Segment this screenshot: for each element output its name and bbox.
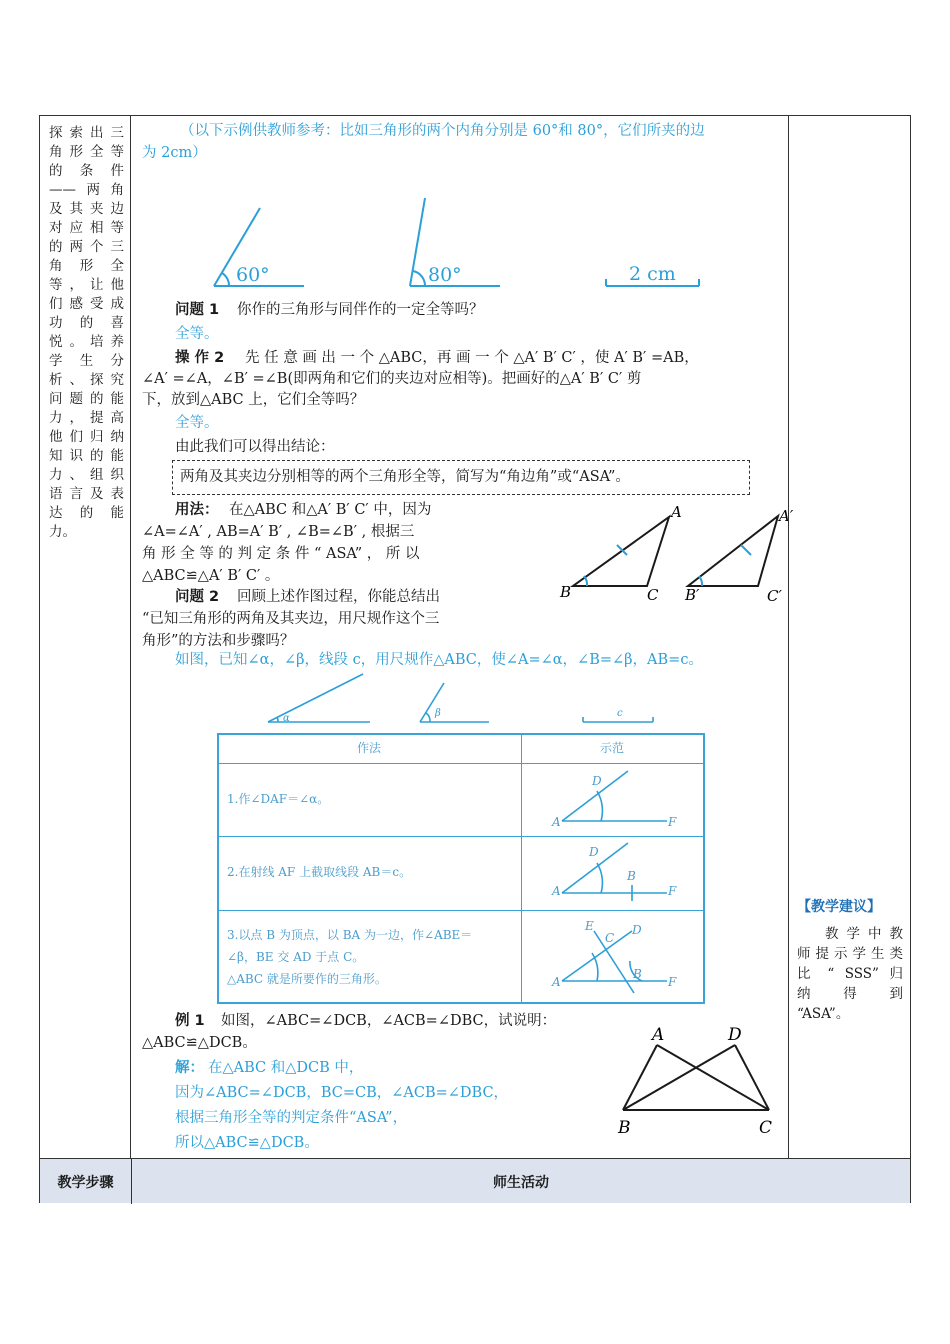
operation-2-line-1: 先 任 意 画 出 一 个 △ABC，再 画 一 个 △A′ B′ C′ ，使 A′ B′ =AB， bbox=[245, 350, 699, 366]
demo2-label-D: D bbox=[589, 845, 599, 859]
demo1-label-D: D bbox=[592, 774, 602, 788]
objective-line: 的 条 件 bbox=[49, 163, 124, 179]
demo3-label-C: C bbox=[605, 931, 615, 945]
question-1-answer: 全等。 bbox=[175, 326, 219, 342]
objective-line: 语言及表 bbox=[49, 486, 124, 502]
teaching-tip-title: 【教学建议】 bbox=[797, 899, 881, 915]
c-label: c bbox=[617, 708, 623, 719]
objective-line: 问题的能 bbox=[49, 391, 124, 407]
table-head-demo: 示范 bbox=[600, 741, 625, 755]
step-3-line-1: 3.以点 B 为顶点，以 BA 为一边，作∠ABE＝ bbox=[227, 928, 473, 942]
demo3-label-D: D bbox=[632, 923, 642, 937]
question-1-label: 问题 1 bbox=[175, 302, 220, 318]
tip-line: 师提示学生类 bbox=[797, 946, 903, 962]
tri-label-C-prime: C′ bbox=[767, 587, 782, 605]
intro-line-2: 为 2cm） bbox=[142, 145, 207, 161]
objective-line: 达 的 能 bbox=[49, 505, 124, 521]
table-footer-row bbox=[40, 1158, 910, 1203]
demo3-label-F: F bbox=[668, 975, 677, 989]
objective-line: 等，让他 bbox=[49, 277, 124, 293]
objective-line: 角形全等 bbox=[49, 144, 124, 160]
angle-60-label: 60° bbox=[236, 264, 270, 286]
objective-line: 对应相等 bbox=[49, 220, 124, 236]
tip-line: “ASA”。 bbox=[797, 1006, 850, 1022]
demo3-label-B: B bbox=[633, 967, 642, 981]
footer-steps-header: 教学步骤 bbox=[57, 1174, 114, 1191]
beta-label: β bbox=[435, 708, 441, 719]
tip-line: 比 “ SSS” 归 bbox=[797, 966, 903, 982]
objective-line: 他们归纳 bbox=[49, 429, 124, 445]
objective-line: 力。 bbox=[49, 524, 76, 540]
operation-2-label: 操 作 2 bbox=[175, 350, 225, 366]
ex-label-C: C bbox=[759, 1118, 773, 1138]
step-1-text: 1.作∠DAF＝∠α。 bbox=[227, 792, 330, 806]
alpha-label: α bbox=[283, 713, 290, 724]
question-2-line-3: 角形”的方法和步骤吗？ bbox=[142, 633, 295, 649]
objective-line: ——两角 bbox=[49, 182, 124, 198]
intro-line-1: （以下示例供教师参考：比如三角形的两个内角分别是 60°和 80°，它们所夹的边 bbox=[180, 123, 705, 139]
demo1-label-A: A bbox=[552, 815, 561, 829]
objective-line: 探索出三 bbox=[49, 125, 124, 141]
step-3-line-3: △ABC 就是所要作的三角形。 bbox=[227, 972, 387, 986]
demo2-label-A: A bbox=[552, 884, 561, 898]
usage-label: 用法： bbox=[175, 502, 219, 518]
usage-line-1: 在△ABC 和△A′ B′ C′ 中，因为 bbox=[229, 502, 432, 518]
segment-2cm-label: 2 cm bbox=[629, 263, 676, 285]
example-1-label: 例 1 bbox=[175, 1013, 205, 1029]
tri-label-A-prime: A′ bbox=[779, 507, 794, 525]
table-head-method: 作法 bbox=[357, 741, 382, 755]
objective-line: 知识的能 bbox=[49, 448, 124, 464]
objective-column bbox=[40, 116, 131, 1158]
solution-line-3: 根据三角形全等的判定条件“ASA”， bbox=[175, 1110, 408, 1126]
demo3-label-E: E bbox=[585, 919, 594, 933]
operation-2-line-2: ∠A′ =∠A，∠B′ =∠B(即两角和它们的夹边对应相等)。把画好的△A′ B′ C′ 剪 bbox=[142, 371, 642, 387]
lesson-table bbox=[39, 115, 911, 1203]
usage-line-4: △ABC≌△A′ B′ C′ 。 bbox=[142, 568, 280, 584]
solution-line-4: 所以△ABC≌△DCB。 bbox=[175, 1135, 319, 1151]
angle-80-label: 80° bbox=[428, 264, 462, 286]
demo2-label-B: B bbox=[627, 869, 636, 883]
objective-line: 力，提高 bbox=[49, 410, 124, 426]
tri-label-A: A bbox=[671, 503, 682, 521]
tri-label-C: C bbox=[647, 586, 659, 604]
question-2-answer: 如图，已知∠α，∠β，线段 c，用尺规作△ABC，使∠A=∠α，∠B=∠β，AB=c。 bbox=[175, 652, 703, 668]
congruent-triangles-figure bbox=[517, 501, 794, 605]
question-2-line-1: 回顾上述作图过程，你能总结出 bbox=[237, 589, 440, 605]
footer-activity-header: 师生活动 bbox=[493, 1174, 549, 1191]
solution-line-1: 在△ABC 和△DCB 中， bbox=[208, 1060, 364, 1076]
teaching-tip-text bbox=[797, 924, 903, 1024]
objective-line: 悦。培养 bbox=[49, 334, 124, 350]
activity-column bbox=[132, 116, 794, 1158]
ex-label-A: A bbox=[652, 1025, 665, 1045]
usage-line-2: ∠A=∠A′ , AB=A′ B′ , ∠B=∠B′ , 根据三 bbox=[142, 524, 415, 540]
question-2-label: 问题 2 bbox=[175, 589, 220, 605]
example-1-line-1: 如图，∠ABC=∠DCB，∠ACB=∠DBC，试说明： bbox=[221, 1013, 557, 1029]
objective-line: 析、探究 bbox=[49, 372, 124, 388]
operation-2-line-3: 下，放到△ABC 上，它们全等吗？ bbox=[142, 392, 365, 408]
suggestion-column bbox=[788, 116, 911, 1158]
example-figure bbox=[602, 1021, 792, 1141]
question-2-line-2: “已知三角形的两角及其夹边，用尺规作这个三 bbox=[142, 611, 440, 627]
conclusion-intro: 由此我们可以得出结论： bbox=[175, 439, 335, 455]
objective-line: 功 的 喜 bbox=[49, 315, 124, 331]
operation-2-answer: 全等。 bbox=[175, 415, 219, 431]
step-2-text: 2.在射线 AF 上截取线段 AB＝c。 bbox=[227, 865, 412, 879]
tip-line: 纳 得 到 bbox=[797, 986, 903, 1002]
construction-table bbox=[217, 733, 705, 1004]
example-1-line-2: △ABC≌△DCB。 bbox=[142, 1035, 257, 1051]
ex-label-B: B bbox=[618, 1118, 631, 1138]
demo3-label-A: A bbox=[552, 975, 561, 989]
demo-figures bbox=[522, 735, 704, 1003]
tri-label-B-prime: B′ bbox=[685, 586, 700, 604]
given-alpha-beta-c bbox=[132, 671, 788, 726]
objective-line: 角 形 全 bbox=[49, 258, 124, 274]
tip-line: 教学中教 bbox=[825, 926, 903, 942]
solution-line-2: 因为∠ABC=∠DCB，BC=CB，∠ACB=∠DBC， bbox=[175, 1085, 509, 1101]
objective-line: 力、组织 bbox=[49, 467, 124, 483]
solution-label: 解： bbox=[175, 1060, 204, 1076]
tri-label-B: B bbox=[560, 583, 572, 601]
usage-line-3: 角 形 全 等 的 判 定 条 件 “ ASA” ， 所 以 bbox=[142, 546, 420, 562]
demo1-label-F: F bbox=[668, 815, 677, 829]
conclusion-text: 两角及其夹边分别相等的两个三角形全等，简写为“角边角”或“ASA”。 bbox=[180, 469, 630, 485]
demo2-label-F: F bbox=[668, 884, 677, 898]
objective-line: 们感受成 bbox=[49, 296, 124, 312]
objective-line: 及其夹边 bbox=[49, 201, 124, 217]
objective-line: 学 生 分 bbox=[49, 353, 124, 369]
ex-label-D: D bbox=[728, 1025, 742, 1045]
step-3-line-2: ∠β，BE 交 AD 于点 C。 bbox=[227, 950, 365, 964]
objective-text bbox=[49, 124, 124, 542]
conclusion-box bbox=[172, 460, 750, 495]
given-figures bbox=[132, 196, 788, 296]
objective-line: 的两个三 bbox=[49, 239, 124, 255]
question-1-text: 你作的三角形与同伴作的一定全等吗？ bbox=[237, 302, 484, 318]
